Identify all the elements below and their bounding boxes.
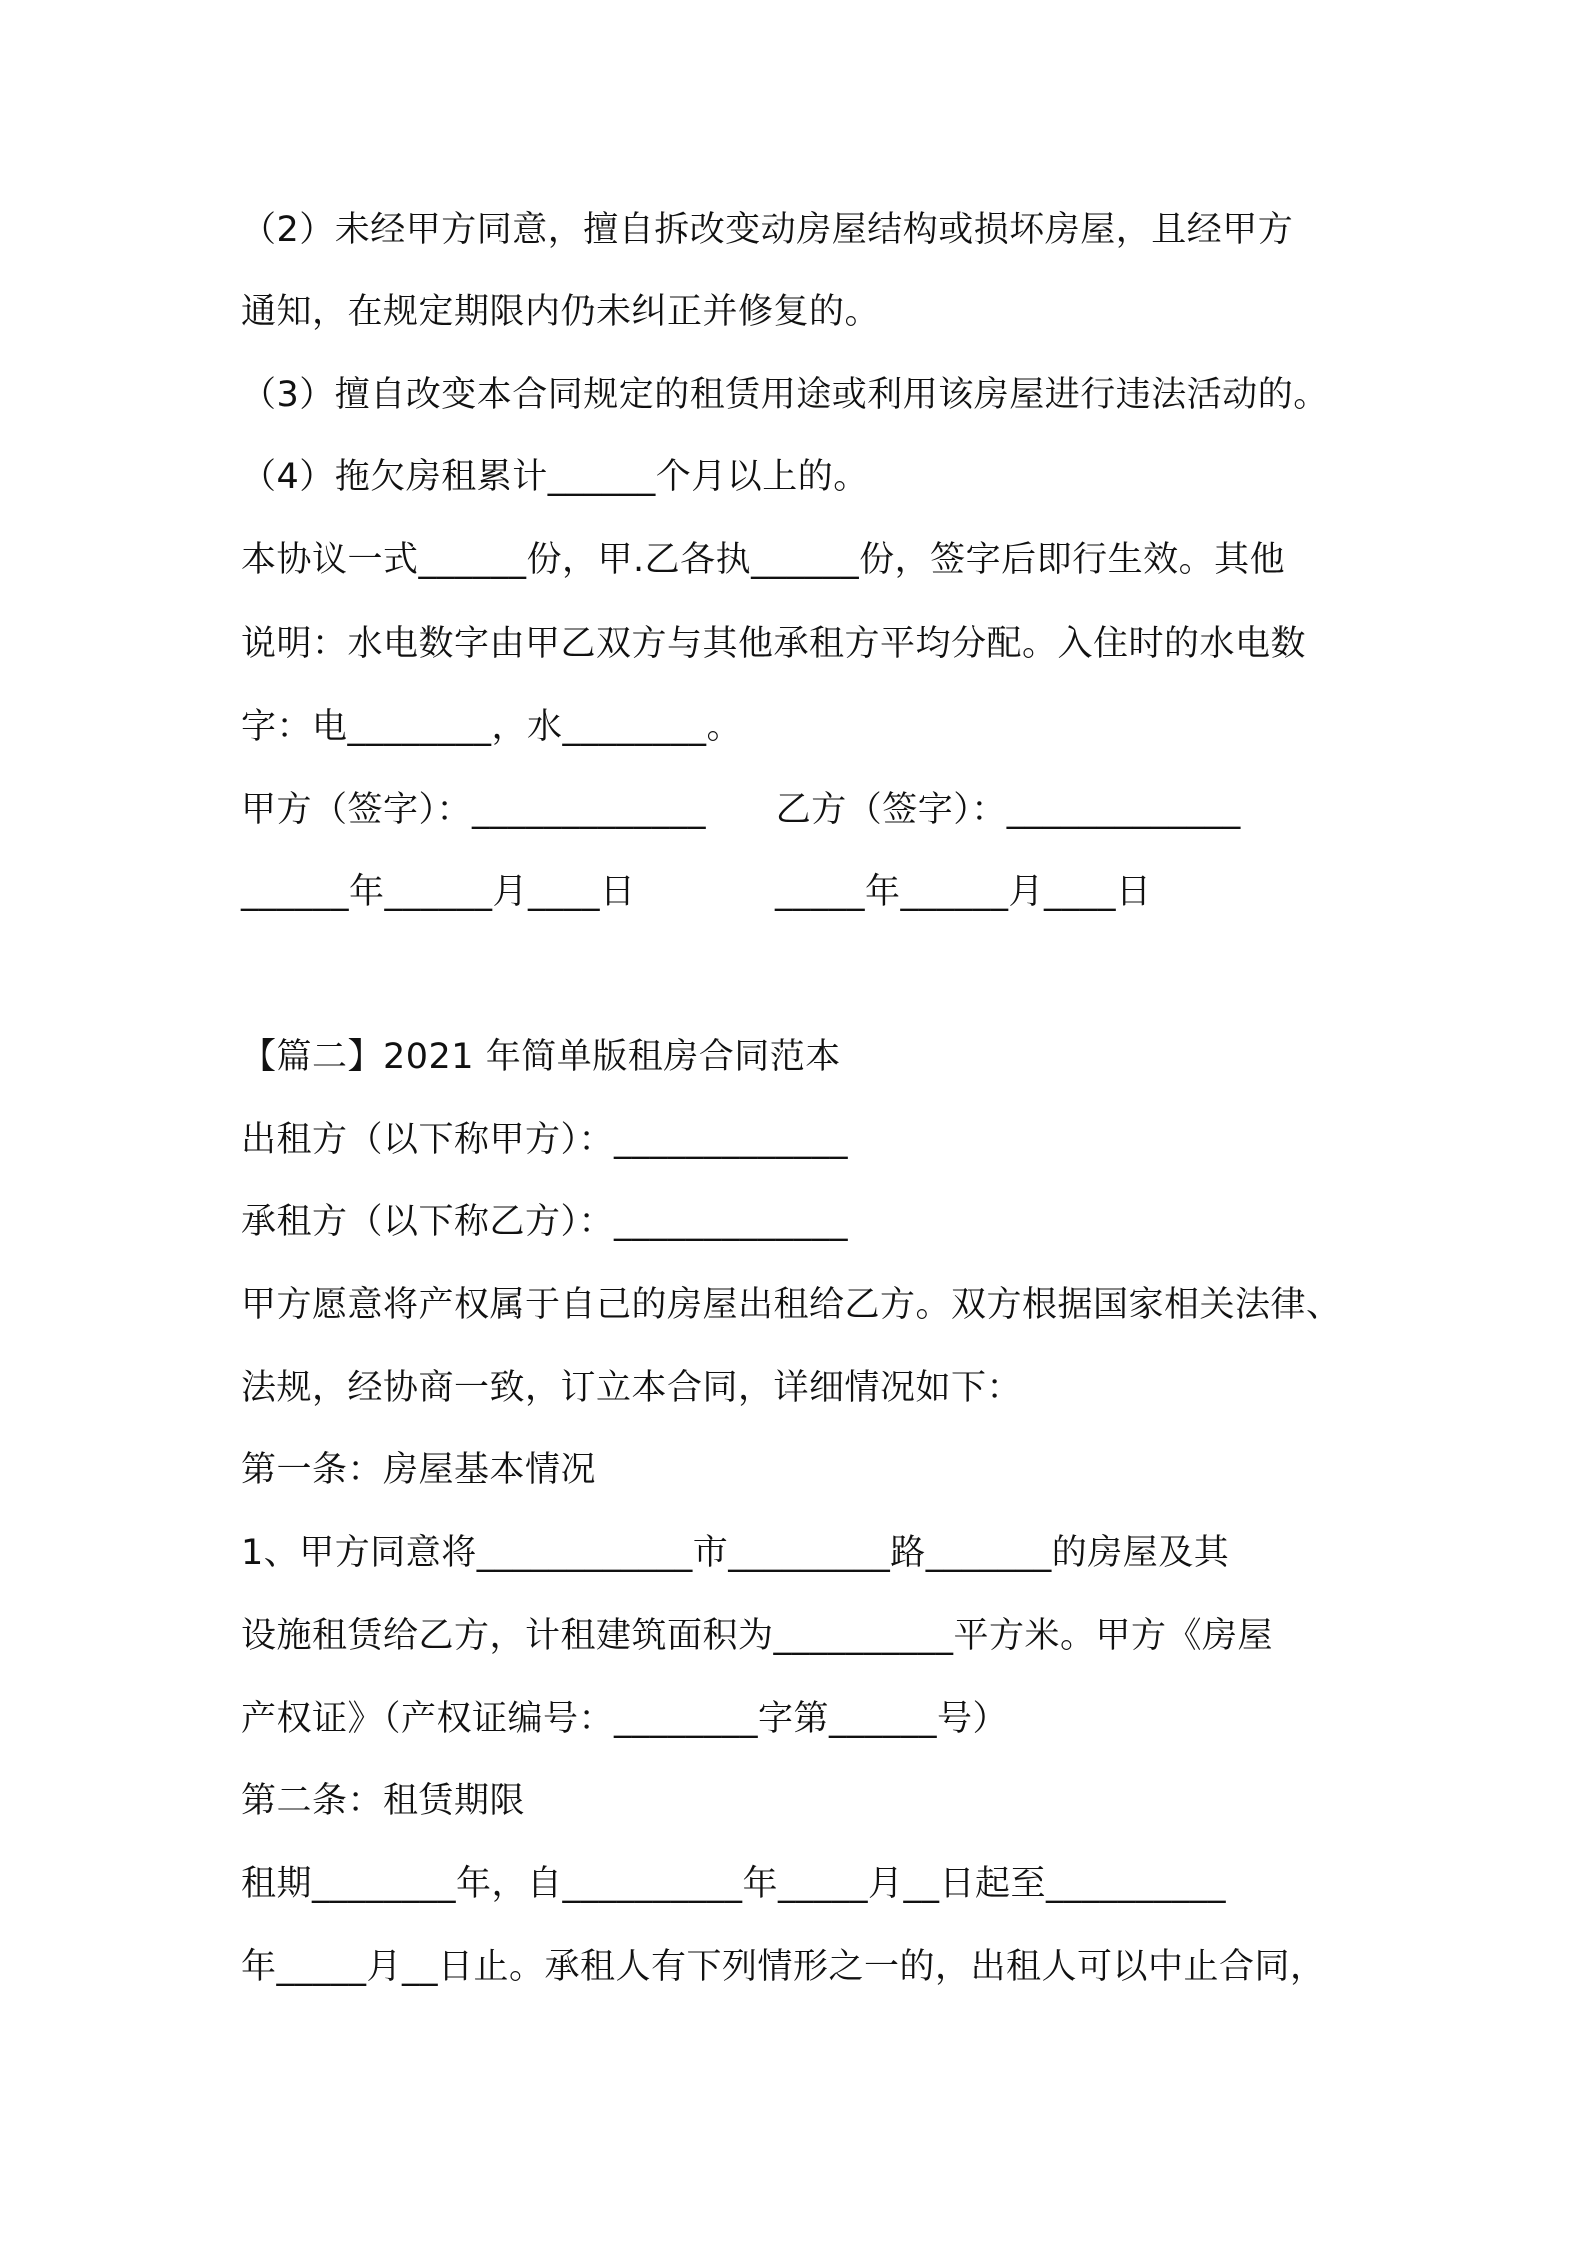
meter-readings-line: 字：电________，水________。: [241, 707, 743, 747]
intro-line-2: 法规，经协商一致，订立本合同，详细情况如下：: [241, 1368, 1023, 1408]
clause-3-line: （3）擅自改变本合同规定的租赁用途或利用该房屋进行违法活动的。: [241, 375, 1329, 415]
utilities-note-line: 说明：水电数字由甲乙双方与其他承租方平均分配。入住时的水电数: [241, 624, 1307, 664]
clause-2-line-1: （2）未经甲方同意，擅自拆改变动房屋结构或损坏房屋，且经甲方: [241, 210, 1294, 250]
lease-term-line-1: 租期________年，自__________年_____月__日起至__________: [241, 1864, 1227, 1904]
clause-4-line: （4）拖欠房租累计______个月以上的。: [241, 457, 869, 497]
article-1-line-1: 1、甲方同意将____________市_________路_______的房屋及其: [241, 1533, 1230, 1573]
signature-date-line: ______年______月____日 _____年______月____日: [241, 872, 1152, 912]
lease-term-line-2: 年_____月__日止。承租人有下列情形之一的，出租人可以中止合同，: [241, 1947, 1326, 1987]
lessor-line: 出租方（以下称甲方）：_____________: [241, 1120, 849, 1160]
article-1-heading: 第一条：房屋基本情况: [241, 1450, 597, 1490]
article-2-heading: 第二条：租赁期限: [241, 1781, 526, 1821]
section-title: 【篇二】2021 年简单版租房合同范本: [241, 1037, 841, 1077]
article-1-line-2: 设施租赁给乙方，计租建筑面积为__________平方米。甲方《房屋: [241, 1616, 1274, 1656]
clause-2-line-2: 通知，在规定期限内仍未纠正并修复的。: [241, 292, 881, 332]
article-1-line-3: 产权证》（产权证编号：________字第______号）: [241, 1699, 1009, 1739]
lessee-line: 承租方（以下称乙方）：_____________: [241, 1202, 849, 1242]
copies-line: 本协议一式______份，甲.乙各执______份，签字后即行生效。其他: [241, 540, 1286, 580]
intro-line-1: 甲方愿意将产权属于自己的房屋出租给乙方。双方根据国家相关法律、: [241, 1285, 1342, 1325]
signature-line: 甲方（签字）：_____________ 乙方（签字）：_____________: [241, 790, 1241, 830]
